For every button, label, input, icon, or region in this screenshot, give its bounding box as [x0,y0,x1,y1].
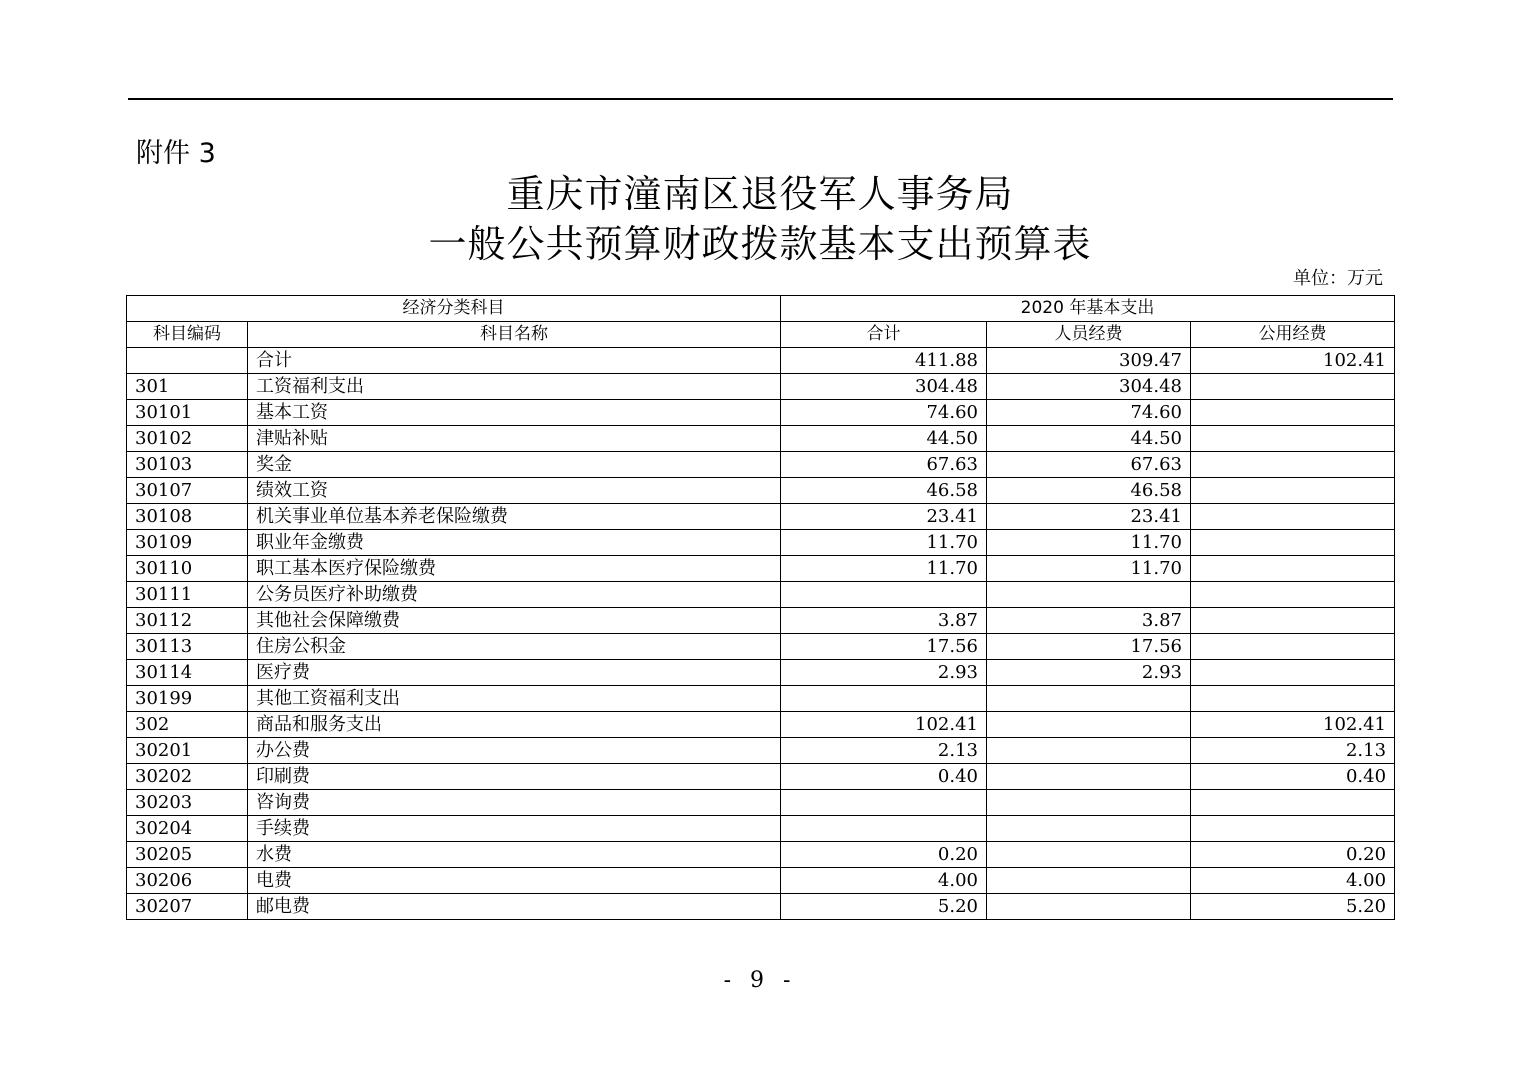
cell-personnel: 67.63 [987,452,1191,478]
cell-personnel [987,816,1191,842]
cell-public: 0.20 [1191,842,1395,868]
table-row [127,348,1395,374]
group-header-basic-expenditure: 2020 年基本支出 [781,296,1395,322]
cell-total [781,686,987,712]
page-number: - 9 - [723,968,797,993]
cell-public [1191,400,1395,426]
page-subtitle: 一般公共预算财政拨款基本支出预算表 [428,222,1092,266]
cell-total: 2.93 [781,660,987,686]
cell-code: 30102 [127,426,248,452]
cell-total: 304.48 [781,374,987,400]
cell-public [1191,504,1395,530]
cell-personnel: 2.93 [987,660,1191,686]
cell-code: 30207 [127,894,248,920]
table-row [127,452,1395,478]
cell-total: 0.20 [781,842,987,868]
table-row [127,400,1395,426]
cell-code: 30113 [127,634,248,660]
cell-total: 102.41 [781,712,987,738]
cell-code: 30199 [127,686,248,712]
cell-name: 工资福利支出 [248,374,781,400]
cell-public: 0.40 [1191,764,1395,790]
cell-total: 46.58 [781,478,987,504]
table-row [127,868,1395,894]
cell-personnel: 304.48 [987,374,1191,400]
cell-personnel: 11.70 [987,530,1191,556]
cell-total: 4.00 [781,868,987,894]
table-row [127,478,1395,504]
cell-personnel [987,868,1191,894]
cell-personnel [987,712,1191,738]
cell-name: 办公费 [248,738,781,764]
cell-code: 30101 [127,400,248,426]
cell-name: 合计 [248,348,781,374]
cell-public [1191,660,1395,686]
cell-public [1191,686,1395,712]
cell-name: 机关事业单位基本养老保险缴费 [248,504,781,530]
cell-public: 102.41 [1191,712,1395,738]
cell-code: 30204 [127,816,248,842]
cell-total: 17.56 [781,634,987,660]
cell-public: 102.41 [1191,348,1395,374]
cell-personnel [987,582,1191,608]
table-row [127,816,1395,842]
cell-total: 411.88 [781,348,987,374]
cell-personnel: 44.50 [987,426,1191,452]
group-header-economic-category: 经济分类科目 [127,296,781,322]
cell-code: 30112 [127,608,248,634]
cell-personnel [987,764,1191,790]
cell-public [1191,556,1395,582]
cell-name: 基本工资 [248,400,781,426]
cell-name: 手续费 [248,816,781,842]
cell-code: 30110 [127,556,248,582]
cell-personnel: 23.41 [987,504,1191,530]
cell-total: 2.13 [781,738,987,764]
cell-total: 5.20 [781,894,987,920]
cell-name: 公务员医疗补助缴费 [248,582,781,608]
cell-code: 30108 [127,504,248,530]
attachment-label: 附件 3 [136,138,216,169]
cell-name: 商品和服务支出 [248,712,781,738]
cell-name: 其他工资福利支出 [248,686,781,712]
cell-name: 咨询费 [248,790,781,816]
cell-public [1191,634,1395,660]
cell-name: 津贴补贴 [248,426,781,452]
table-row [127,374,1395,400]
column-header-row [127,322,1395,348]
column-header-public: 公用经费 [1191,322,1395,348]
table-row [127,504,1395,530]
cell-name: 印刷费 [248,764,781,790]
cell-name: 电费 [248,868,781,894]
cell-code: 302 [127,712,248,738]
cell-code: 301 [127,374,248,400]
cell-total: 44.50 [781,426,987,452]
cell-personnel [987,686,1191,712]
cell-personnel [987,842,1191,868]
cell-total [781,582,987,608]
table-body [127,348,1395,920]
table-row [127,894,1395,920]
cell-public: 2.13 [1191,738,1395,764]
cell-personnel [987,894,1191,920]
cell-total: 11.70 [781,556,987,582]
cell-public [1191,790,1395,816]
table-row [127,608,1395,634]
page-title: 重庆市潼南区退役军人事务局 [506,172,1014,216]
cell-code: 30107 [127,478,248,504]
table-row [127,738,1395,764]
table-row [127,686,1395,712]
cell-code [127,348,248,374]
column-header-code: 科目编码 [127,322,248,348]
cell-total: 11.70 [781,530,987,556]
cell-public [1191,816,1395,842]
cell-public [1191,452,1395,478]
table-row [127,634,1395,660]
cell-total: 0.40 [781,764,987,790]
cell-personnel [987,790,1191,816]
cell-personnel: 11.70 [987,556,1191,582]
unit-label: 单位：万元 [1293,268,1383,289]
cell-public [1191,426,1395,452]
cell-code: 30114 [127,660,248,686]
cell-total: 67.63 [781,452,987,478]
cell-code: 30203 [127,790,248,816]
cell-total: 23.41 [781,504,987,530]
cell-name: 邮电费 [248,894,781,920]
cell-personnel: 74.60 [987,400,1191,426]
cell-personnel [987,738,1191,764]
cell-public [1191,582,1395,608]
cell-public [1191,478,1395,504]
header-rule [128,98,1393,100]
cell-code: 30206 [127,868,248,894]
table-row [127,660,1395,686]
cell-public [1191,374,1395,400]
cell-personnel: 309.47 [987,348,1191,374]
cell-personnel: 17.56 [987,634,1191,660]
cell-name: 绩效工资 [248,478,781,504]
cell-total: 74.60 [781,400,987,426]
cell-code: 30202 [127,764,248,790]
cell-name: 住房公积金 [248,634,781,660]
cell-code: 30205 [127,842,248,868]
cell-code: 30103 [127,452,248,478]
cell-personnel: 3.87 [987,608,1191,634]
table-row [127,426,1395,452]
cell-code: 30111 [127,582,248,608]
table-row [127,842,1395,868]
cell-total [781,790,987,816]
cell-personnel: 46.58 [987,478,1191,504]
cell-public: 5.20 [1191,894,1395,920]
cell-public [1191,608,1395,634]
cell-name: 医疗费 [248,660,781,686]
cell-name: 职工基本医疗保险缴费 [248,556,781,582]
cell-public [1191,530,1395,556]
cell-name: 其他社会保障缴费 [248,608,781,634]
table-row [127,712,1395,738]
table-row [127,764,1395,790]
group-header-row [127,296,1395,322]
cell-total: 3.87 [781,608,987,634]
cell-name: 职业年金缴费 [248,530,781,556]
column-header-personnel: 人员经费 [987,322,1191,348]
cell-public: 4.00 [1191,868,1395,894]
table-row [127,530,1395,556]
cell-total [781,816,987,842]
cell-code: 30201 [127,738,248,764]
table-row [127,582,1395,608]
budget-table [126,295,1395,920]
table-row [127,556,1395,582]
table-row [127,790,1395,816]
cell-name: 奖金 [248,452,781,478]
cell-name: 水费 [248,842,781,868]
column-header-total: 合计 [781,322,987,348]
column-header-name: 科目名称 [248,322,781,348]
cell-code: 30109 [127,530,248,556]
